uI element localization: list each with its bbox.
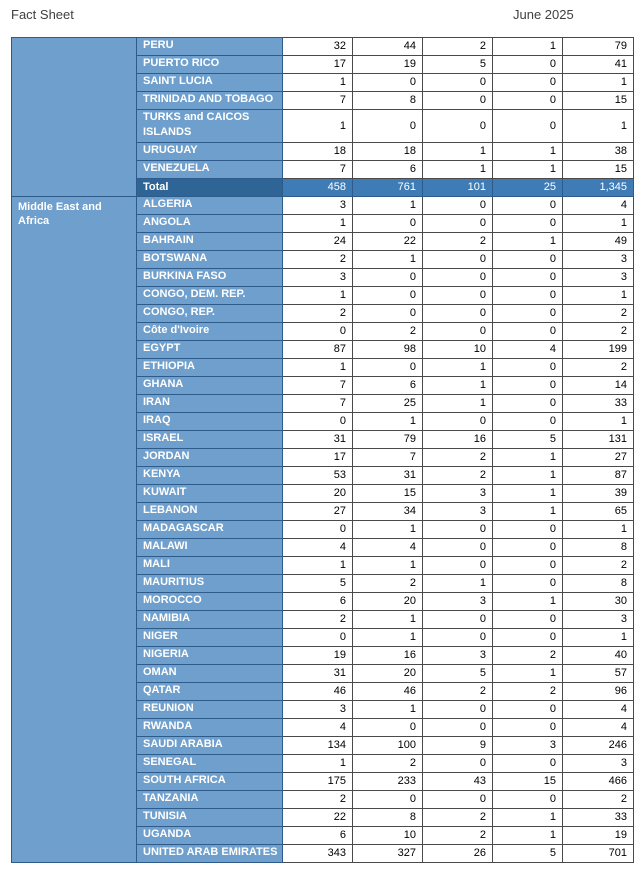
value-cell-1: 6	[283, 827, 353, 845]
value-cell-1: 2	[283, 791, 353, 809]
value-cell-3: 1	[423, 575, 493, 593]
value-cell-4: 1	[493, 485, 563, 503]
value-cell-2: 1	[353, 701, 423, 719]
value-cell-1: 7	[283, 161, 353, 179]
value-cell-4: 3	[493, 737, 563, 755]
value-cell-3: 16	[423, 431, 493, 449]
value-cell-4: 0	[493, 539, 563, 557]
value-cell-1: 3	[283, 269, 353, 287]
value-cell-1: 17	[283, 449, 353, 467]
value-cell-3: 2	[423, 467, 493, 485]
value-cell-3: 0	[423, 521, 493, 539]
value-cell-4: 0	[493, 791, 563, 809]
value-cell-5: 8	[563, 539, 634, 557]
value-cell-3: 0	[423, 701, 493, 719]
value-cell-2: 0	[353, 719, 423, 737]
value-cell-2: 4	[353, 539, 423, 557]
value-cell-5: 131	[563, 431, 634, 449]
value-cell-1: 3	[283, 197, 353, 215]
value-cell-4: 0	[493, 611, 563, 629]
value-cell-3: 3	[423, 647, 493, 665]
table-row	[12, 197, 634, 215]
value-cell-3: 5	[423, 665, 493, 683]
country-cell: ANGOLA	[137, 215, 283, 233]
value-cell-2: 1	[353, 557, 423, 575]
country-cell: BURKINA FASO	[137, 269, 283, 287]
value-cell-1: 343	[283, 845, 353, 863]
value-cell-3: 43	[423, 773, 493, 791]
value-cell-2: 15	[353, 485, 423, 503]
value-cell-2: 0	[353, 287, 423, 305]
value-cell-4: 0	[493, 521, 563, 539]
value-cell-4: 0	[493, 197, 563, 215]
value-cell-2: 0	[353, 791, 423, 809]
value-cell-2: 34	[353, 503, 423, 521]
value-cell-2: 6	[353, 161, 423, 179]
value-cell-5: 33	[563, 809, 634, 827]
value-cell-4: 1	[493, 161, 563, 179]
country-cell: CONGO, DEM. REP.	[137, 287, 283, 305]
value-cell-1: 2	[283, 251, 353, 269]
value-cell-5: 199	[563, 341, 634, 359]
value-cell-3: 0	[423, 215, 493, 233]
value-cell-1: 7	[283, 395, 353, 413]
value-cell-4: 0	[493, 413, 563, 431]
value-cell-4: 0	[493, 557, 563, 575]
value-cell-2: 0	[353, 359, 423, 377]
value-cell-4: 0	[493, 92, 563, 110]
value-cell-3: 0	[423, 791, 493, 809]
country-cell: MOROCCO	[137, 593, 283, 611]
country-cell: NAMIBIA	[137, 611, 283, 629]
country-cell: ETHIOPIA	[137, 359, 283, 377]
value-cell-2: 2	[353, 575, 423, 593]
value-cell-4: 1	[493, 593, 563, 611]
value-cell-5: 2	[563, 305, 634, 323]
value-cell-5: 1	[563, 215, 634, 233]
value-cell-1: 20	[283, 485, 353, 503]
value-cell-2: 18	[353, 143, 423, 161]
page-title: Fact Sheet	[11, 7, 74, 22]
value-cell-4: 1	[493, 503, 563, 521]
value-cell-2: 761	[353, 179, 423, 197]
value-cell-2: 100	[353, 737, 423, 755]
country-cell: NIGERIA	[137, 647, 283, 665]
value-cell-3: 1	[423, 395, 493, 413]
value-cell-5: 87	[563, 467, 634, 485]
value-cell-3: 9	[423, 737, 493, 755]
value-cell-5: 2	[563, 557, 634, 575]
value-cell-1: 4	[283, 719, 353, 737]
value-cell-1: 0	[283, 521, 353, 539]
value-cell-2: 1	[353, 629, 423, 647]
value-cell-2: 16	[353, 647, 423, 665]
value-cell-1: 7	[283, 92, 353, 110]
value-cell-2: 25	[353, 395, 423, 413]
value-cell-2: 1	[353, 611, 423, 629]
value-cell-5: 65	[563, 503, 634, 521]
value-cell-1: 31	[283, 665, 353, 683]
value-cell-2: 20	[353, 593, 423, 611]
country-cell: OMAN	[137, 665, 283, 683]
value-cell-4: 0	[493, 74, 563, 92]
value-cell-5: 3	[563, 755, 634, 773]
region-cell-blank	[12, 38, 137, 197]
country-cell: NIGER	[137, 629, 283, 647]
value-cell-1: 27	[283, 503, 353, 521]
value-cell-2: 1	[353, 521, 423, 539]
value-cell-1: 175	[283, 773, 353, 791]
value-cell-3: 2	[423, 827, 493, 845]
value-cell-5: 4	[563, 719, 634, 737]
value-cell-5: 1	[563, 287, 634, 305]
value-cell-5: 19	[563, 827, 634, 845]
value-cell-3: 3	[423, 593, 493, 611]
value-cell-5: 49	[563, 233, 634, 251]
value-cell-2: 20	[353, 665, 423, 683]
country-cell: BAHRAIN	[137, 233, 283, 251]
value-cell-5: 2	[563, 323, 634, 341]
value-cell-4: 1	[493, 38, 563, 56]
value-cell-1: 458	[283, 179, 353, 197]
value-cell-4: 2	[493, 647, 563, 665]
country-cell: SAINT LUCIA	[137, 74, 283, 92]
value-cell-3: 0	[423, 413, 493, 431]
value-cell-1: 5	[283, 575, 353, 593]
value-cell-3: 1	[423, 359, 493, 377]
value-cell-3: 10	[423, 341, 493, 359]
value-cell-1: 2	[283, 611, 353, 629]
value-cell-2: 98	[353, 341, 423, 359]
value-cell-4: 15	[493, 773, 563, 791]
value-cell-3: 2	[423, 809, 493, 827]
country-cell: IRAN	[137, 395, 283, 413]
value-cell-3: 3	[423, 503, 493, 521]
country-cell: Côte d'Ivoire	[137, 323, 283, 341]
value-cell-4: 4	[493, 341, 563, 359]
value-cell-5: 33	[563, 395, 634, 413]
value-cell-5: 3	[563, 611, 634, 629]
value-cell-2: 2	[353, 755, 423, 773]
value-cell-3: 0	[423, 305, 493, 323]
value-cell-3: 0	[423, 110, 493, 143]
value-cell-3: 0	[423, 755, 493, 773]
value-cell-1: 3	[283, 701, 353, 719]
value-cell-1: 19	[283, 647, 353, 665]
value-cell-1: 1	[283, 359, 353, 377]
value-cell-5: 4	[563, 197, 634, 215]
value-cell-5: 466	[563, 773, 634, 791]
value-cell-5: 15	[563, 92, 634, 110]
country-cell: KENYA	[137, 467, 283, 485]
value-cell-1: 87	[283, 341, 353, 359]
value-cell-2: 79	[353, 431, 423, 449]
value-cell-1: 0	[283, 413, 353, 431]
value-cell-2: 8	[353, 92, 423, 110]
country-cell: ISRAEL	[137, 431, 283, 449]
value-cell-1: 1	[283, 215, 353, 233]
page-date: June 2025	[513, 7, 574, 22]
value-cell-3: 2	[423, 38, 493, 56]
value-cell-4: 1	[493, 233, 563, 251]
country-cell: SAUDI ARABIA	[137, 737, 283, 755]
fact-sheet-table	[11, 37, 634, 863]
value-cell-1: 17	[283, 56, 353, 74]
value-cell-1: 1	[283, 755, 353, 773]
value-cell-1: 24	[283, 233, 353, 251]
value-cell-2: 1	[353, 251, 423, 269]
country-cell: JORDAN	[137, 449, 283, 467]
value-cell-3: 0	[423, 719, 493, 737]
value-cell-1: 0	[283, 323, 353, 341]
value-cell-2: 1	[353, 197, 423, 215]
value-cell-2: 0	[353, 305, 423, 323]
value-cell-3: 0	[423, 92, 493, 110]
value-cell-3: 0	[423, 611, 493, 629]
country-cell: GHANA	[137, 377, 283, 395]
country-cell: Total	[137, 179, 283, 197]
value-cell-5: 79	[563, 38, 634, 56]
value-cell-5: 3	[563, 251, 634, 269]
country-cell: RWANDA	[137, 719, 283, 737]
value-cell-5: 3	[563, 269, 634, 287]
value-cell-4: 0	[493, 287, 563, 305]
value-cell-1: 31	[283, 431, 353, 449]
country-cell: TRINIDAD AND TOBAGO	[137, 92, 283, 110]
value-cell-4: 0	[493, 719, 563, 737]
country-cell: BOTSWANA	[137, 251, 283, 269]
value-cell-4: 0	[493, 395, 563, 413]
value-cell-4: 1	[493, 665, 563, 683]
country-cell: PERU	[137, 38, 283, 56]
value-cell-3: 3	[423, 485, 493, 503]
value-cell-4: 0	[493, 305, 563, 323]
value-cell-1: 6	[283, 593, 353, 611]
country-cell: URUGUAY	[137, 143, 283, 161]
value-cell-3: 2	[423, 683, 493, 701]
value-cell-2: 8	[353, 809, 423, 827]
value-cell-1: 1	[283, 557, 353, 575]
value-cell-4: 0	[493, 629, 563, 647]
country-cell: CONGO, REP.	[137, 305, 283, 323]
value-cell-2: 19	[353, 56, 423, 74]
value-cell-2: 22	[353, 233, 423, 251]
value-cell-5: 41	[563, 56, 634, 74]
value-cell-1: 4	[283, 539, 353, 557]
country-cell: TUNISIA	[137, 809, 283, 827]
value-cell-2: 10	[353, 827, 423, 845]
value-cell-5: 4	[563, 701, 634, 719]
value-cell-4: 1	[493, 809, 563, 827]
value-cell-4: 0	[493, 56, 563, 74]
value-cell-5: 246	[563, 737, 634, 755]
value-cell-3: 0	[423, 269, 493, 287]
value-cell-2: 233	[353, 773, 423, 791]
value-cell-3: 1	[423, 161, 493, 179]
country-cell: MALAWI	[137, 539, 283, 557]
value-cell-3: 2	[423, 233, 493, 251]
value-cell-4: 0	[493, 251, 563, 269]
value-cell-2: 2	[353, 323, 423, 341]
value-cell-2: 327	[353, 845, 423, 863]
value-cell-3: 26	[423, 845, 493, 863]
value-cell-1: 0	[283, 629, 353, 647]
value-cell-4: 1	[493, 143, 563, 161]
country-cell: LEBANON	[137, 503, 283, 521]
value-cell-5: 30	[563, 593, 634, 611]
value-cell-5: 8	[563, 575, 634, 593]
value-cell-4: 5	[493, 431, 563, 449]
value-cell-5: 27	[563, 449, 634, 467]
value-cell-5: 39	[563, 485, 634, 503]
country-cell: TURKS and CAICOS ISLANDS	[137, 110, 283, 143]
value-cell-5: 701	[563, 845, 634, 863]
value-cell-5: 14	[563, 377, 634, 395]
value-cell-3: 0	[423, 629, 493, 647]
country-cell: UNITED ARAB EMIRATES	[137, 845, 283, 863]
value-cell-1: 1	[283, 74, 353, 92]
country-cell: ALGERIA	[137, 197, 283, 215]
value-cell-1: 46	[283, 683, 353, 701]
value-cell-1: 18	[283, 143, 353, 161]
country-cell: REUNION	[137, 701, 283, 719]
value-cell-4: 0	[493, 215, 563, 233]
value-cell-3: 0	[423, 557, 493, 575]
value-cell-2: 46	[353, 683, 423, 701]
value-cell-4: 0	[493, 110, 563, 143]
value-cell-5: 15	[563, 161, 634, 179]
value-cell-1: 2	[283, 305, 353, 323]
value-cell-4: 0	[493, 755, 563, 773]
value-cell-3: 1	[423, 143, 493, 161]
value-cell-3: 0	[423, 287, 493, 305]
value-cell-3: 101	[423, 179, 493, 197]
value-cell-1: 53	[283, 467, 353, 485]
value-cell-4: 0	[493, 323, 563, 341]
value-cell-1: 7	[283, 377, 353, 395]
value-cell-1: 1	[283, 287, 353, 305]
country-cell: PUERTO RICO	[137, 56, 283, 74]
value-cell-4: 0	[493, 377, 563, 395]
value-cell-4: 0	[493, 701, 563, 719]
value-cell-3: 0	[423, 539, 493, 557]
value-cell-1: 1	[283, 110, 353, 143]
value-cell-1: 32	[283, 38, 353, 56]
country-cell: KUWAIT	[137, 485, 283, 503]
value-cell-2: 0	[353, 269, 423, 287]
value-cell-5: 38	[563, 143, 634, 161]
value-cell-5: 2	[563, 359, 634, 377]
value-cell-3: 2	[423, 449, 493, 467]
value-cell-4: 1	[493, 467, 563, 485]
country-cell: VENEZUELA	[137, 161, 283, 179]
value-cell-2: 0	[353, 110, 423, 143]
value-cell-1: 134	[283, 737, 353, 755]
country-cell: UGANDA	[137, 827, 283, 845]
value-cell-4: 2	[493, 683, 563, 701]
value-cell-4: 1	[493, 449, 563, 467]
value-cell-4: 0	[493, 269, 563, 287]
value-cell-3: 1	[423, 377, 493, 395]
value-cell-3: 0	[423, 197, 493, 215]
value-cell-5: 57	[563, 665, 634, 683]
region-cell: Middle East and Africa	[12, 197, 137, 863]
value-cell-5: 1	[563, 413, 634, 431]
value-cell-2: 0	[353, 215, 423, 233]
value-cell-5: 1	[563, 110, 634, 143]
value-cell-2: 0	[353, 74, 423, 92]
value-cell-2: 6	[353, 377, 423, 395]
country-cell: SENEGAL	[137, 755, 283, 773]
country-cell: TANZANIA	[137, 791, 283, 809]
value-cell-4: 25	[493, 179, 563, 197]
value-cell-2: 7	[353, 449, 423, 467]
value-cell-4: 5	[493, 845, 563, 863]
country-cell: EGYPT	[137, 341, 283, 359]
value-cell-5: 1	[563, 74, 634, 92]
country-cell: MADAGASCAR	[137, 521, 283, 539]
value-cell-1: 22	[283, 809, 353, 827]
value-cell-5: 2	[563, 791, 634, 809]
value-cell-5: 1,345	[563, 179, 634, 197]
value-cell-2: 1	[353, 413, 423, 431]
value-cell-5: 96	[563, 683, 634, 701]
value-cell-5: 1	[563, 629, 634, 647]
value-cell-2: 44	[353, 38, 423, 56]
value-cell-3: 0	[423, 251, 493, 269]
country-cell: SOUTH AFRICA	[137, 773, 283, 791]
table-row	[12, 38, 634, 56]
value-cell-4: 0	[493, 359, 563, 377]
country-cell: MALI	[137, 557, 283, 575]
value-cell-4: 0	[493, 575, 563, 593]
country-cell: IRAQ	[137, 413, 283, 431]
country-cell: MAURITIUS	[137, 575, 283, 593]
value-cell-5: 40	[563, 647, 634, 665]
value-cell-5: 1	[563, 521, 634, 539]
value-cell-4: 1	[493, 827, 563, 845]
country-cell: QATAR	[137, 683, 283, 701]
value-cell-2: 31	[353, 467, 423, 485]
value-cell-3: 5	[423, 56, 493, 74]
value-cell-3: 0	[423, 323, 493, 341]
value-cell-3: 0	[423, 74, 493, 92]
